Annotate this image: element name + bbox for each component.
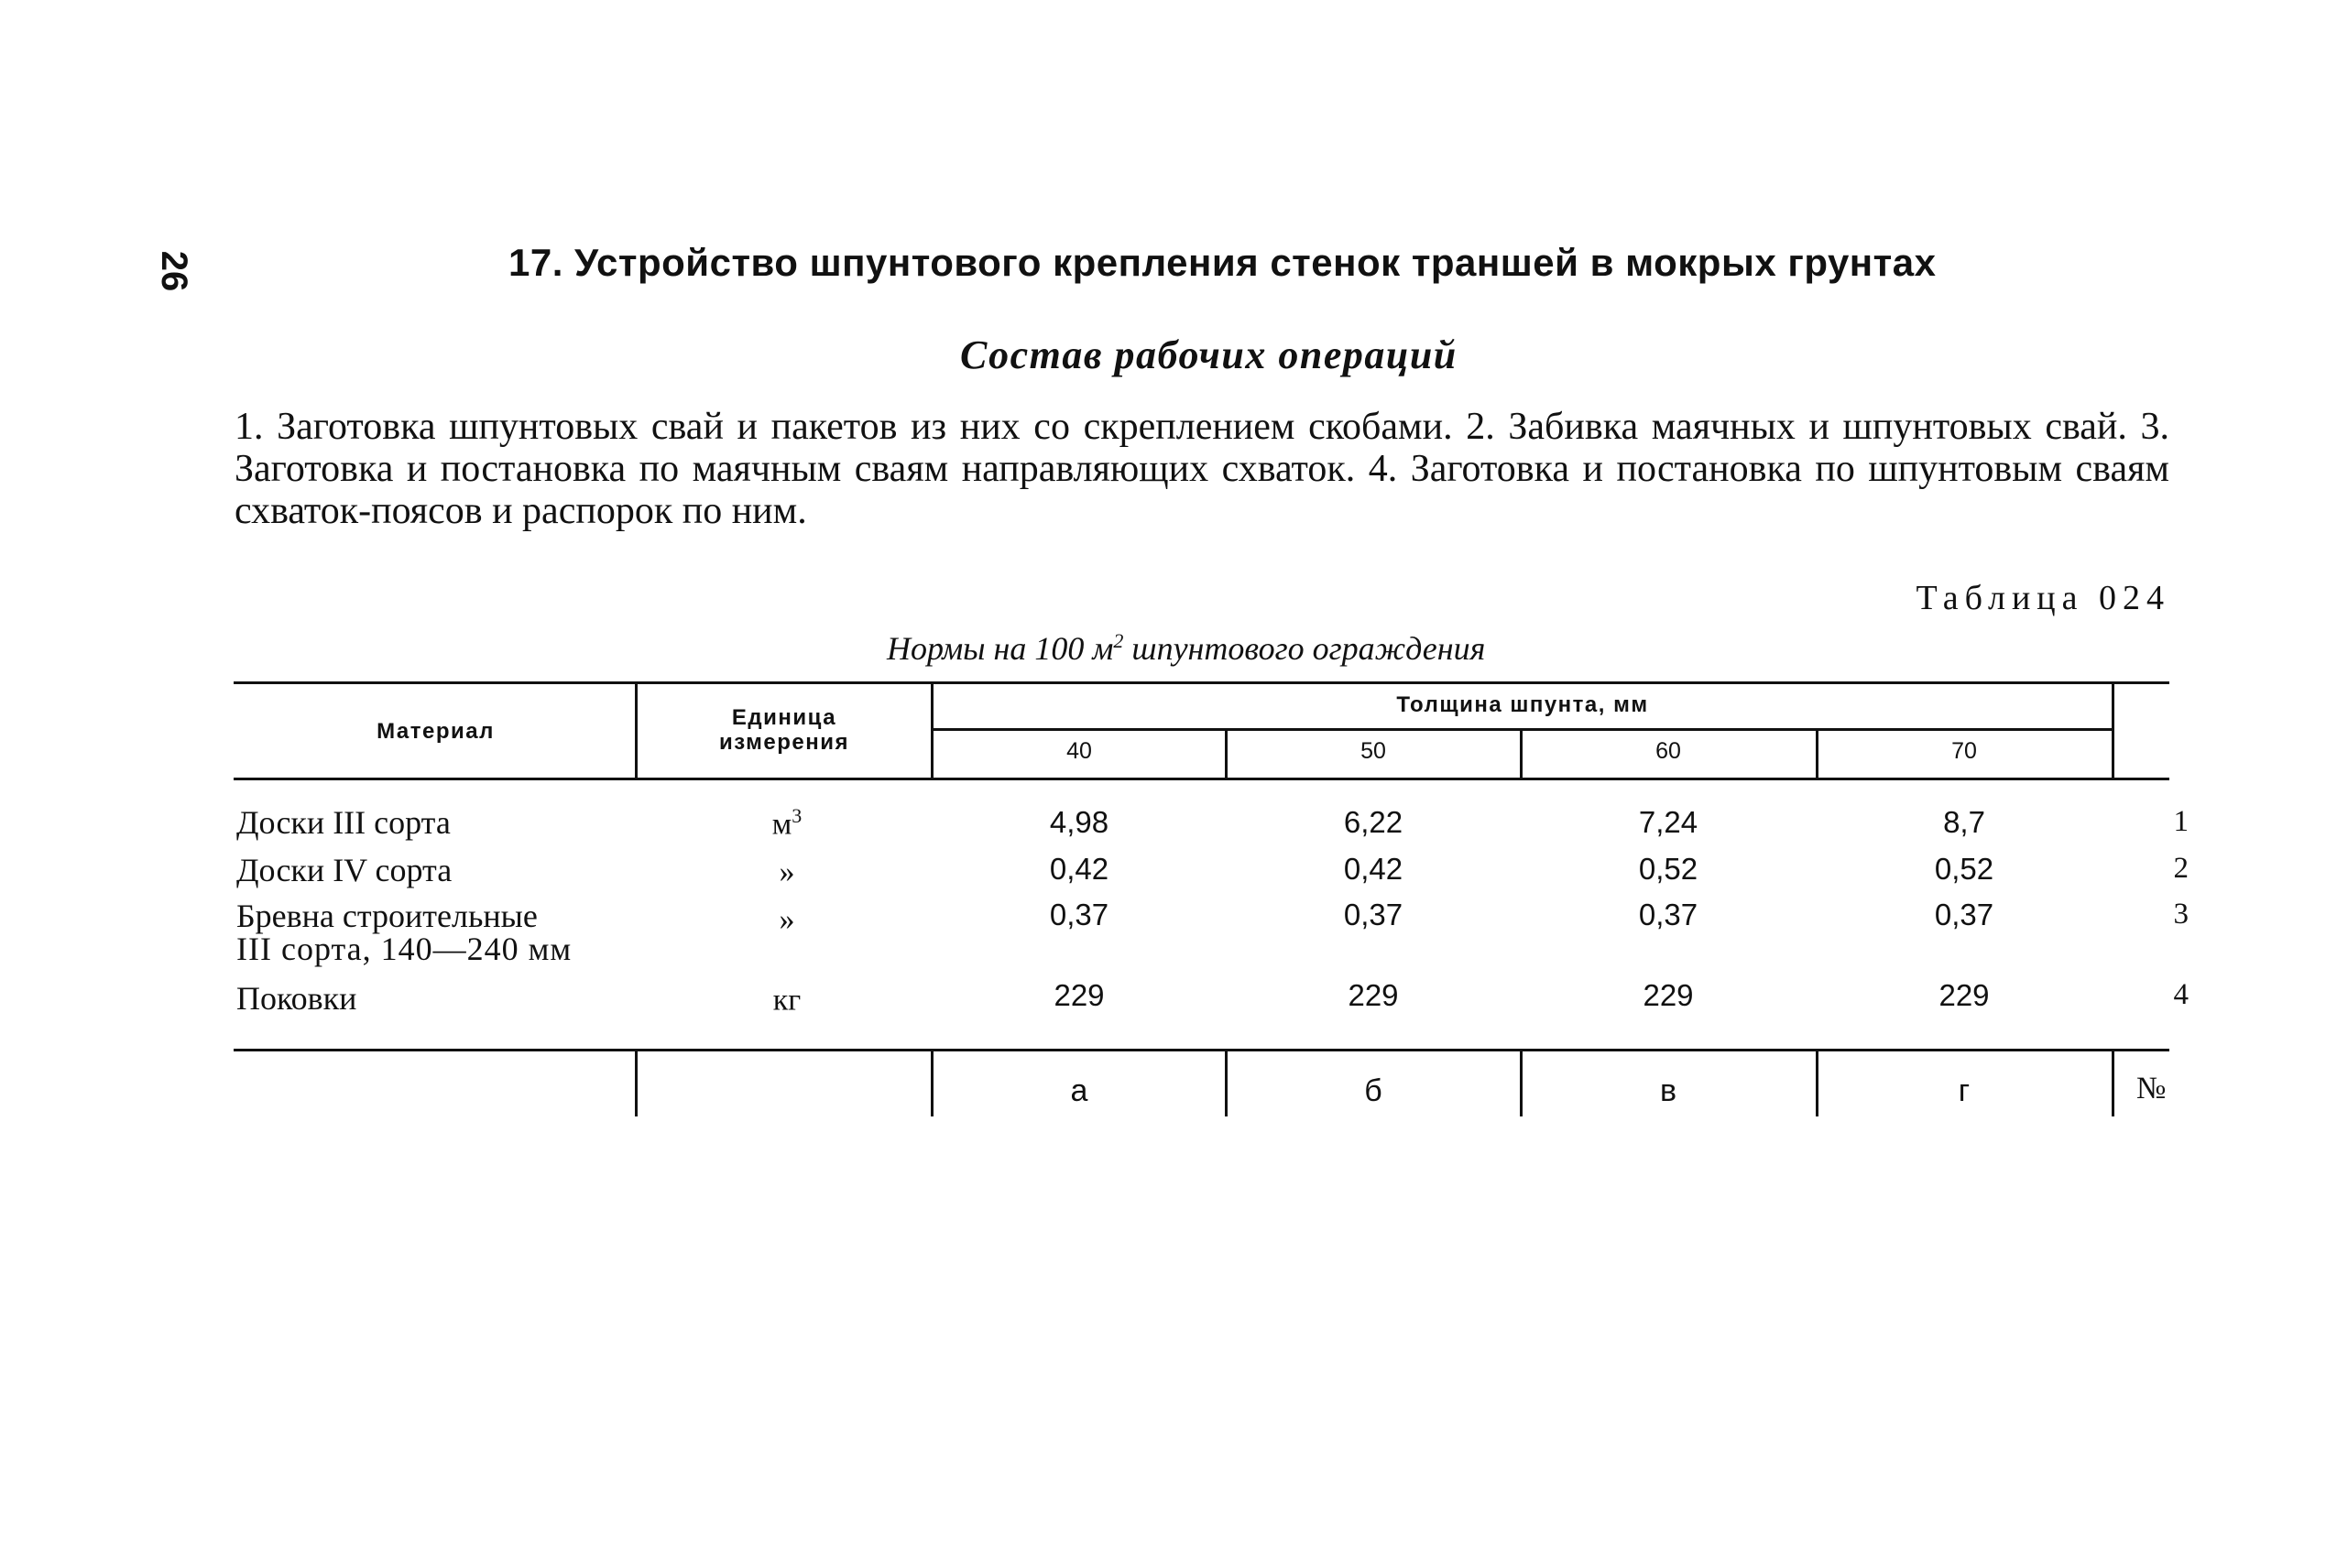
column-divider-6 [2112,681,2114,780]
row-value-60: 229 [1643,978,1694,1012]
page-number: 26 [154,250,194,292]
row-value-50: 6,22 [1343,805,1403,839]
row-value-40: 229 [1054,978,1105,1012]
row-material-line2: III сорта, 140—240 мм [236,931,573,967]
footer-col-v: в [1659,1073,1677,1108]
row-value-70: 0,52 [1934,852,1994,886]
table-caption-main: Нормы на 100 м [887,630,1114,667]
header-material: Материал [377,719,495,744]
row-value-40: 0,37 [1049,898,1109,931]
row-value-70: 0,37 [1934,898,1994,931]
body-bottom-rule [234,1049,2169,1051]
table-caption-tail: шпунтового ограждения [1123,630,1486,667]
footer-divider-1 [635,1049,638,1116]
header-col-40: 40 [1066,738,1092,764]
row-material: Доски III сорта [236,804,451,841]
table-caption [887,629,1485,668]
footer-number-sign: № [2136,1072,2167,1105]
header-col-50: 50 [1360,738,1386,764]
header-thickness: Толщина шпунта, мм [1396,692,1649,717]
row-material: Доски IV сорта [236,852,453,888]
row-value-40: 4,98 [1049,805,1109,839]
row-unit [641,899,933,937]
row-value-50: 0,37 [1343,898,1403,931]
row-number: 4 [2173,978,2189,1011]
row-value-60: 0,37 [1638,898,1698,931]
row-value-60: 0,52 [1638,852,1698,886]
footer-col-g: г [1958,1073,1971,1108]
row-value-40: 0,42 [1049,852,1109,886]
row-unit [641,852,933,889]
row-unit-text: » [779,902,795,937]
header-bottom-rule [234,778,2169,780]
header-unit-line1: Единица [731,705,837,730]
row-value-60: 7,24 [1638,805,1698,839]
footer-divider-6 [2112,1049,2114,1116]
section-subtitle: Состав рабочих операций [960,332,1458,377]
row-unit-text: м [771,807,792,842]
row-unit-text: » [779,855,795,889]
header-unit-line2: измерения [719,730,849,755]
row-value-50: 229 [1348,978,1399,1012]
row-value-70: 229 [1938,978,1990,1012]
table-caption-superscript: 2 [1113,629,1124,652]
header-col-60: 60 [1655,738,1681,764]
section-title: 17. Устройство шпунтового крепления стенок траншей в мокрых грунтах [508,241,1937,284]
row-unit [641,980,933,1018]
row-unit-superscript: 3 [792,804,803,827]
row-material: Бревна строительные [236,898,538,934]
row-unit-text: кг [772,983,802,1018]
footer-col-b: б [1364,1073,1382,1108]
header-col-70: 70 [1951,738,1977,764]
row-material: Поковки [236,980,357,1017]
row-unit [641,804,933,842]
row-value-70: 8,7 [1943,805,1985,839]
footer-col-a: а [1070,1073,1088,1108]
row-value-50: 0,42 [1343,852,1403,886]
table-top-rule [234,681,2169,684]
row-number: 1 [2173,805,2189,838]
row-number: 2 [2173,852,2189,885]
operations-paragraph: 1. Заготовка шпунтовых свай и пакетов из них со скреплением скобами. 2. Забивка маячных и шпунтовых свай. 3. Заготовка и постановка по маячным сваям направляющих схваток. 4. Заготовка и постановка по шпунтовым сваям схваток-поясов и распорок по ним. [235,406,2169,532]
row-number: 3 [2173,898,2189,931]
table-label: Таблица 024 [1916,579,2170,617]
